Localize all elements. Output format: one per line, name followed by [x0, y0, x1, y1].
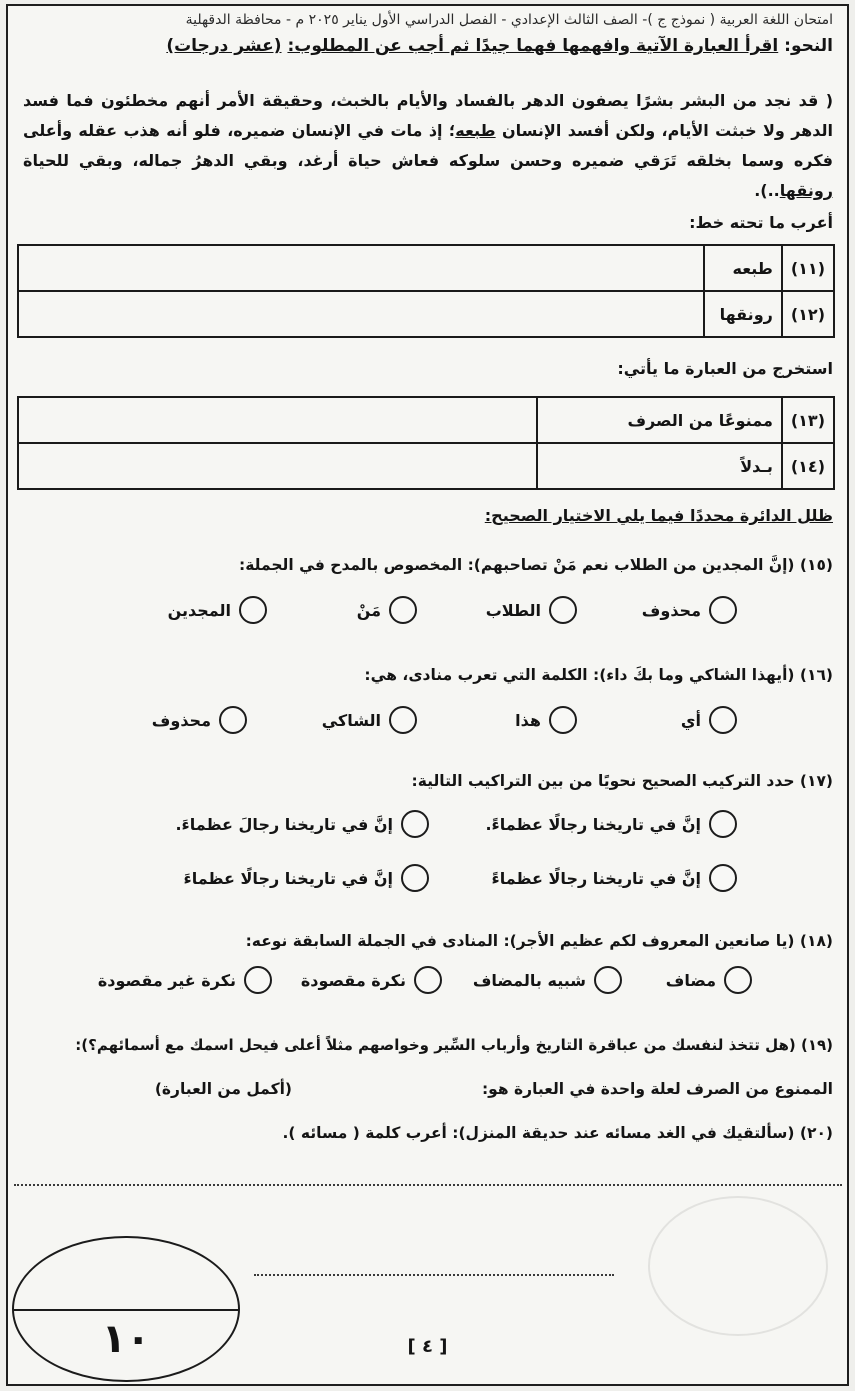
section-grade: (عشر درجات)	[166, 36, 282, 56]
question-18: (١٨) (يا صانعين المعروف لكم عظيم الأجر): المنادى في الجملة السابقة نوعه:	[245, 932, 833, 950]
score-oval	[12, 1236, 240, 1382]
parse-heading: أعرب ما تحته خط:	[689, 213, 833, 232]
option-18-c[interactable]	[301, 966, 442, 994]
answer-cell[interactable]	[18, 291, 704, 337]
passage-text-3: ..).	[754, 181, 780, 200]
option-label: إنَّ في تاريخنا رجالَ عظماءَ.	[175, 814, 393, 834]
option-15-b[interactable]	[486, 596, 577, 624]
radio-circle[interactable]	[709, 810, 737, 838]
radio-circle[interactable]	[549, 706, 577, 734]
radio-circle[interactable]	[709, 706, 737, 734]
option-label: نكرة مقصودة	[300, 970, 406, 990]
option-label: إنَّ في تاريخنا رجالًا عظماءَ	[183, 868, 393, 888]
radio-circle[interactable]	[389, 706, 417, 734]
option-label: هذا	[515, 710, 541, 730]
score-value: ١٠	[101, 1316, 151, 1362]
extract-item: ممنوعًا من الصرف	[537, 397, 782, 443]
option-15-a[interactable]	[642, 596, 737, 624]
option-15-c[interactable]	[357, 596, 417, 624]
option-label: شبيه بالمضاف	[472, 970, 586, 990]
question-19-hint: (أكمل من العبارة)	[154, 1080, 292, 1098]
table-row	[18, 291, 834, 337]
option-17-a[interactable]	[485, 810, 737, 838]
section-title-prefix: النحو:	[784, 36, 833, 56]
option-16-d[interactable]	[152, 706, 247, 734]
underlined-word-2: رونقها	[779, 181, 833, 200]
question-number: (١١)	[782, 245, 834, 291]
radio-circle[interactable]	[594, 966, 622, 994]
extract-item: بـدلاً	[537, 443, 782, 489]
option-18-d[interactable]	[98, 966, 272, 994]
option-label: أي	[680, 710, 701, 730]
option-17-d[interactable]	[184, 864, 429, 892]
page-number: [ ٤ ]	[407, 1336, 448, 1357]
question-19: (١٩) (هل تتخذ لنفسك من عباقرة التاريخ وأرباب السِّير وخواصهم مثلاً أعلى فيحل اسمك مع أسمائهم؟):	[75, 1036, 833, 1054]
answer-cell[interactable]	[18, 397, 537, 443]
option-label: إنَّ في تاريخنا رجالًا عظماءً	[491, 868, 701, 888]
radio-circle[interactable]	[239, 596, 267, 624]
radio-circle[interactable]	[401, 810, 429, 838]
option-15-d[interactable]	[168, 596, 267, 624]
score-divider	[14, 1309, 238, 1311]
option-label: نكرة غير مقصودة	[97, 970, 236, 990]
radio-circle[interactable]	[709, 864, 737, 892]
option-17-b[interactable]	[175, 810, 429, 838]
option-16-c[interactable]	[322, 706, 417, 734]
option-18-a[interactable]	[666, 966, 752, 994]
radio-circle[interactable]	[724, 966, 752, 994]
parse-word: طبعه	[704, 245, 782, 291]
option-label: مضاف	[665, 970, 716, 990]
answer-line[interactable]	[254, 1274, 614, 1276]
parse-table	[17, 244, 835, 338]
faded-stamp	[648, 1196, 828, 1336]
question-20: (٢٠) (سألتقيك في الغد مسائه عند حديقة المنزل): أعرب كلمة ( مسائه ).	[282, 1124, 833, 1142]
option-label: محذوف	[641, 600, 701, 620]
question-17: (١٧) حدد التركيب الصحيح نحويًا من بين التراكيب التالية:	[411, 772, 833, 790]
option-16-b[interactable]	[515, 706, 577, 734]
exam-header: امتحان اللغة العربية ( نموذج ج )- الصف الثالث الإعدادي - الفصل الدراسي الأول يناير ٢٠٢٥ م - محافظة الدقهلية	[185, 12, 833, 28]
question-16: (١٦) (أيهذا الشاكي وما بكَ داء): الكلمة التي تعرب منادى، هي:	[364, 666, 833, 684]
question-19-prompt: الممنوع من الصرف لعلة واحدة في العبارة هو:	[481, 1080, 833, 1098]
radio-circle[interactable]	[219, 706, 247, 734]
option-label: الطلاب	[485, 600, 541, 620]
radio-circle[interactable]	[549, 596, 577, 624]
option-label: إنَّ في تاريخنا رجالًا عظماءً.	[485, 814, 701, 834]
extract-heading: استخرج من العبارة ما يأتي:	[617, 359, 833, 378]
radio-circle[interactable]	[244, 966, 272, 994]
underlined-word-1: طبعه	[455, 121, 496, 140]
table-row	[18, 397, 834, 443]
section-title-main: اقرأ العبارة الآتية وافهمها فهما جيدًا ثم أجب عن المطلوب:	[287, 36, 779, 56]
passage-text-1: ( قد نجد من البشر بشرًا يصفون الدهر بالفساد والأيام بالخبث، وحقيقة الأمر أنهم مخطئون فما فسد الدهر ولا خبثت الأيام، ولكن أفسد الإنسان	[23, 91, 834, 140]
option-16-a[interactable]	[681, 706, 737, 734]
question-number: (١٣)	[782, 397, 834, 443]
option-label: مَنْ	[356, 600, 381, 620]
option-label: محذوف	[151, 710, 211, 730]
section-title	[166, 36, 833, 56]
reading-passage	[23, 86, 833, 206]
extract-table	[17, 396, 835, 490]
table-row	[18, 443, 834, 489]
radio-circle[interactable]	[414, 966, 442, 994]
option-label: الشاكي	[321, 710, 381, 730]
option-18-b[interactable]	[473, 966, 622, 994]
answer-cell[interactable]	[18, 443, 537, 489]
question-number: (١٤)	[782, 443, 834, 489]
choice-heading: ظلل الدائرة محددًا فيما يلي الاختيار الصحيح:	[484, 506, 833, 525]
table-row	[18, 245, 834, 291]
radio-circle[interactable]	[389, 596, 417, 624]
radio-circle[interactable]	[401, 864, 429, 892]
radio-circle[interactable]	[709, 596, 737, 624]
answer-cell[interactable]	[18, 245, 704, 291]
answer-line[interactable]	[14, 1184, 842, 1186]
exam-page	[6, 4, 849, 1386]
option-label: المجدين	[167, 600, 231, 620]
question-15: (١٥) (إنَّ المجدين من الطلاب نعم مَنْ تصاحبهم): المخصوص بالمدح في الجملة:	[239, 556, 833, 574]
option-17-c[interactable]	[492, 864, 737, 892]
question-number: (١٢)	[782, 291, 834, 337]
parse-word: رونقها	[704, 291, 782, 337]
passage-text-2: ؛ إذ مات في الإنسان ضميره، فلو أنه هذب عقله وأعلى فكره وسما بخلقه تَرَقي ضميره وحسن سلوكه فعاش حياة أرغد، وبقي الدهرُ جماله، وبقي للحياة	[23, 121, 833, 170]
